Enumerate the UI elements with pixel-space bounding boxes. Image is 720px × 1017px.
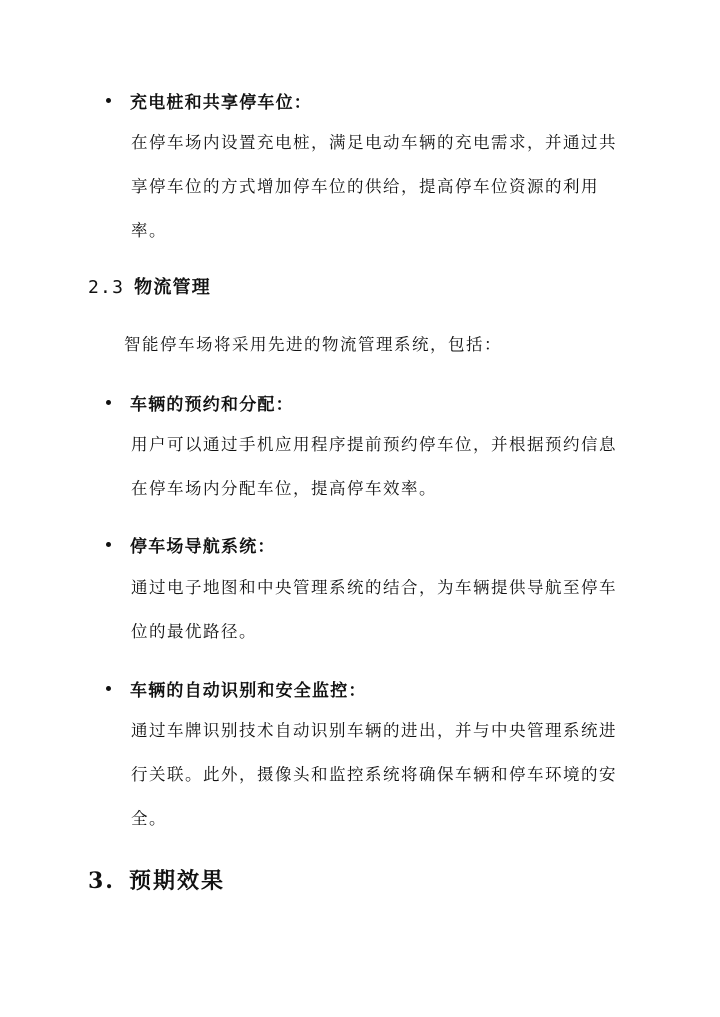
bullet-item-recognition (106, 675, 367, 701)
section-intro: 智能停车场将采用先进的物流管理系统，包括： (124, 335, 502, 354)
bullet-paragraph: 在停车场内设置充电桩，满足电动车辆的充电需求，并通过共享停车位的方式增加停车位的供给，提高停车位资源的利用率。 (131, 133, 617, 240)
bullet-title: 车辆的自动识别和安全监控： (130, 680, 367, 701)
section-title: 预期效果 (128, 868, 225, 894)
section-heading-2-3 (88, 273, 211, 299)
bullet-paragraph: 通过车牌识别技术自动识别车辆的进出，并与中央管理系统进行关联。此外，摄像头和监控系统将确保车辆和停车环境的安全。 (131, 721, 617, 828)
bullet-item-reservation (106, 389, 294, 415)
bullet-icon (106, 400, 111, 405)
section-number: 2.3 (88, 277, 125, 298)
section-title: 物流管理 (134, 277, 211, 298)
section-number: 3. (88, 868, 115, 894)
bullet-icon (106, 542, 111, 547)
bullet-icon (106, 686, 111, 691)
bullet-title: 充电桩和共享停车位： (130, 92, 312, 113)
bullet-title: 车辆的预约和分配： (130, 394, 294, 415)
bullet-paragraph: 用户可以通过手机应用程序提前预约停车位，并根据预约信息在停车场内分配车位，提高停车效率。 (131, 435, 617, 498)
bullet-item-navigation (106, 531, 276, 557)
bullet-paragraph: 通过电子地图和中央管理系统的结合，为车辆提供导航至停车位的最优路径。 (131, 578, 617, 641)
bullet-item-charging (106, 87, 312, 113)
bullet-icon (106, 98, 111, 103)
section-heading-3 (88, 864, 225, 895)
bullet-title: 停车场导航系统： (130, 536, 276, 557)
